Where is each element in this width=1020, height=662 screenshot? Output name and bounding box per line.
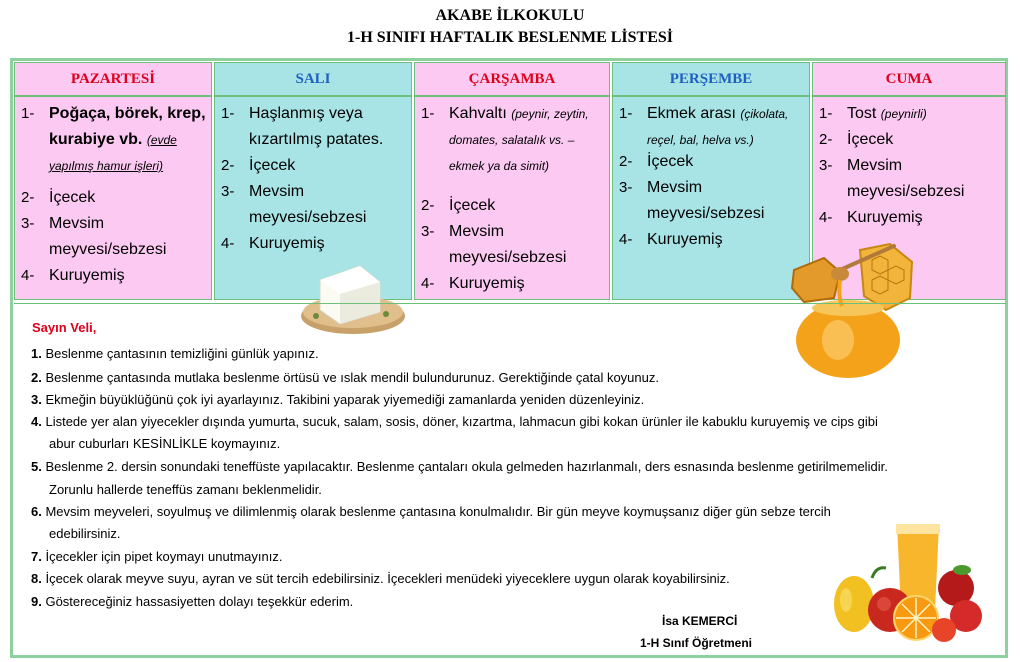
item-text: Ekmek arası: [647, 105, 736, 122]
day-items: 1- Tost (peynirli) 2- İçecek 3- Mevsim meyvesi/sebzesi 4- Kuruyemiş: [819, 105, 965, 226]
day-header: PERŞEMBE: [613, 63, 809, 97]
day-items: 1- Haşlanmış veya kızartılmış patates. 2- İçecek 3- Mevsim meyvesi/sebzesi 4- Kuruyemiş: [221, 105, 384, 252]
rule-item: 9. Göstereceğiniz hassasiyetten dolayı teşekkür ederim.: [31, 594, 354, 609]
rule-item-continued: abur cuburları KESİNLİKLE koymayınız.: [49, 436, 281, 451]
rule-item: 7. İçecekler için pipet koymayı unutmayınız.: [31, 549, 283, 564]
greeting: Sayın Veli,: [32, 320, 97, 335]
item-note: (çikolata, reçel, bal, helva vs.): [647, 107, 789, 147]
rule-item: 1. Beslenme çantasının temizliğini günlük yapınız.: [31, 346, 319, 361]
teacher-name: İsa KEMERCİ: [662, 614, 738, 628]
day-header: CUMA: [813, 63, 1005, 97]
item-note: (peynirli): [880, 107, 927, 121]
day-items: 1- Poğaça, börek, krep, kurabiye vb. (evde yapılmış hamur işleri) 2- İçecek 3- Mevsim meyvesi/sebzesi 4- Kuruyemiş: [21, 105, 206, 284]
day-header: PAZARTESİ: [15, 63, 211, 97]
list-title: 1-H SINIFI HAFTALIK BESLENME LİSTESİ: [346, 29, 673, 46]
rule-item: 5. Beslenme 2. dersin sonundaki teneffüste yapılacaktır. Beslenme çantaları okula gelmeden hazırlanmalı, ders esnasında beslenme getirilmemelidir.: [31, 459, 888, 474]
rule-item: 4. Listede yer alan yiyecekler dışında yumurta, sucuk, salam, sosis, döner, kızartma, lahmacun gibi kokan ürünler ile kabuklu kuruyemiş ve cips gibi: [31, 414, 878, 429]
rule-item: 3. Ekmeğin büyüklüğünü çok iyi ayarlayınız. Takibini yaparak yiyemediği zamanlarda yeniden düzenleyiniz.: [31, 392, 645, 407]
day-column-wednesday: [414, 62, 610, 300]
item-text: Poğaça, börek, krep, kurabiye vb.: [49, 105, 206, 148]
school-name: AKABE İLKOKULU: [435, 7, 585, 24]
day-items: 1- Kahvaltı (peynir, zeytin, domates, salatalık vs. – ekmek ya da simit) 2- İçecek 3- Mevsim meyvesi/sebzesi 4- Kuruyemiş: [421, 105, 589, 292]
rule-item-continued: edebilirsiniz.: [49, 526, 121, 541]
rule-item: 8. İçecek olarak meyve suyu, ayran ve süt tercih edebilirsiniz. İçecekleri menüdeki yiyeceklere uygun olarak koyabilirsiniz.: [31, 571, 730, 586]
day-items: 1- Ekmek arası (çikolata, reçel, bal, helva vs.) 2- İçecek 3- Mevsim meyvesi/sebzesi 4- Kuruyemiş: [619, 105, 789, 248]
item-text: Tost: [847, 105, 877, 122]
day-column-monday: [14, 62, 212, 300]
rule-item: 6. Mevsim meyveleri, soyulmuş ve dilimlenmiş olarak beslenme çantasına konulmalıdır. Bir gün meyve koymuşsanız diğer gün sebze tercih: [31, 504, 831, 519]
day-header: SALI: [215, 63, 411, 97]
rule-item-continued: Zorunlu hallerde teneffüs zamanı beklenmelidir.: [49, 482, 322, 497]
teacher-role: 1-H Sınıf Öğretmeni: [640, 636, 753, 650]
rule-item: 2. Beslenme çantasında mutlaka beslenme örtüsü ve ıslak mendil bulundurunuz. Gerektiğinde çatal koyunuz.: [31, 370, 659, 385]
item-text: Kahvaltı: [449, 105, 507, 122]
item-note: (peynir, zeytin, domates, salatalık vs. – ekmek ya da simit): [449, 107, 589, 173]
item-note: (evde yapılmış hamur işleri): [49, 133, 177, 173]
day-header: ÇARŞAMBA: [415, 63, 609, 97]
day-column-thursday: [612, 62, 810, 300]
